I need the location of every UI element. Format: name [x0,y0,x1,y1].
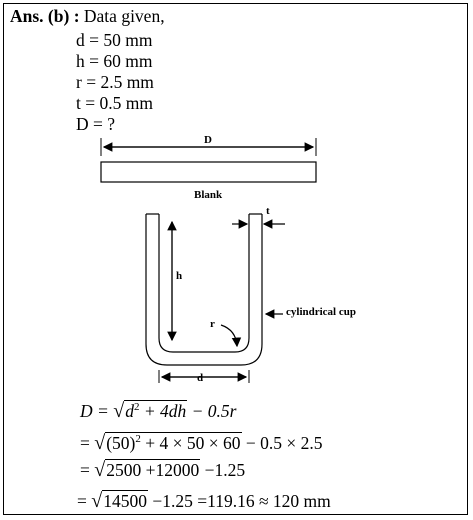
eq1-radicand [124,400,187,421]
radius-arrow [221,325,237,346]
eq1-rad-b: + 4dh [143,400,187,421]
eq4-radicand: 14500 [103,491,147,511]
cylindrical-cup [146,214,262,365]
sqrt-symbol: √ [113,399,125,422]
sqrt-symbol: √ [91,490,103,512]
given-unknown: D = ? [76,114,116,134]
blank-plate [101,162,316,182]
blank-label: Blank [194,189,223,201]
diameter-dimension [159,370,249,383]
eq3-lead: = [80,460,90,480]
eq4-lead: = [77,491,87,511]
eq2-rad-b: + 4 × 50 × 60 [145,432,241,453]
eq3-tail: −1.25 [204,460,246,480]
answer-label: Ans. (b) : [10,6,80,26]
sqrt-symbol: √ [94,431,106,454]
eq3-radicand: 2500 +12000 [106,460,200,480]
given-h: h = 60 mm [76,51,153,71]
given-r: r = 2.5 mm [76,72,154,92]
blank-dim-label: D [204,134,212,146]
equation-line-3 [80,459,245,481]
given-t: t = 0.5 mm [76,93,153,113]
eq2-lead: = [80,432,90,453]
equation-line-4 [77,490,331,512]
eq1-exp: 2 [133,401,140,413]
eq4-tail: −1.25 =119.16 ≈ 120 mm [152,491,331,511]
answer-intro: Data given, [83,6,165,26]
eq2-rad-a: (50) [106,432,136,453]
eq1-rad-a: d [125,400,134,421]
eq2-radicand [105,432,241,453]
eq2-tail: − 0.5 × 2.5 [245,432,323,453]
radius-label: r [210,318,215,330]
equation-line-2 [80,428,323,454]
cup-label: cylindrical cup [286,306,356,318]
equation-line-1 [80,396,237,422]
eq1-tail: − 0.5r [191,400,237,421]
given-d: d = 50 mm [76,30,153,50]
sqrt-symbol: √ [94,459,106,481]
diameter-label: d [197,372,204,384]
height-label: h [176,270,183,282]
eq2-exp: 2 [135,433,141,445]
thickness-label: t [266,205,270,217]
eq1-lhs: D = [80,400,109,421]
